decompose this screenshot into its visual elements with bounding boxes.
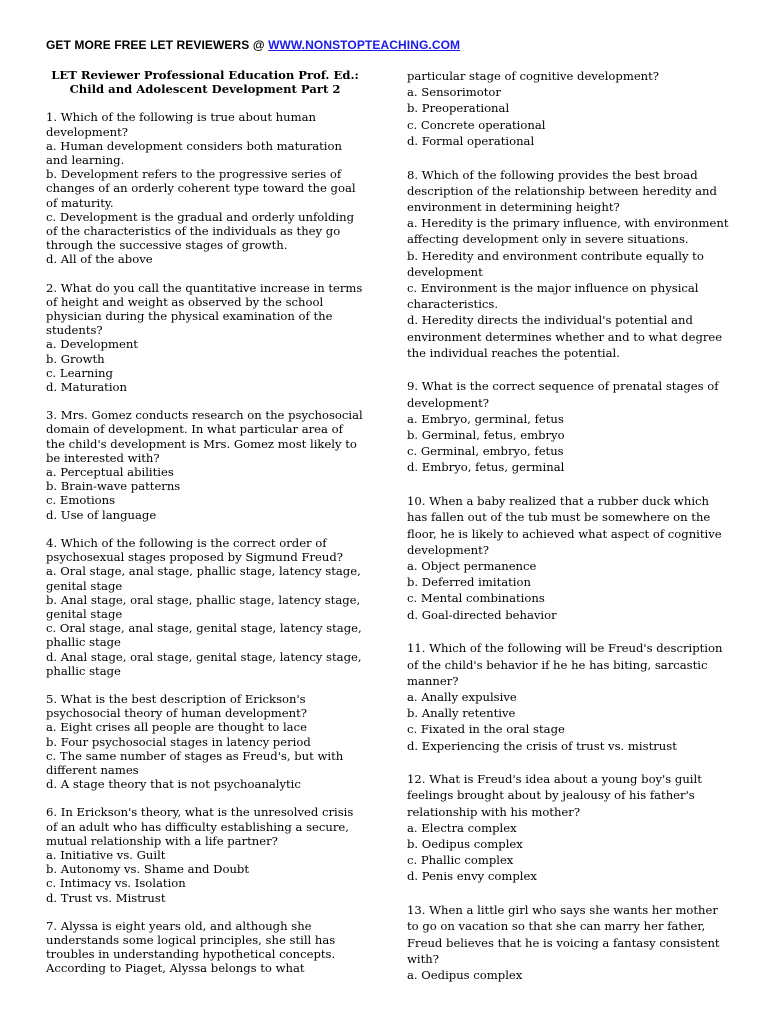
option-a: a. Sensorimotor [407,85,501,100]
left-column [46,68,364,990]
option-c: c. Fixated in the oral stage [407,722,565,737]
question-9 [407,378,729,475]
option-c: c. Oral stage, anal stage, genital stage, latency stage, phallic stage [46,621,362,650]
question-3 [46,408,364,522]
option-c: c. The same number of stages as Freud's, but with different names [46,748,344,777]
option-a: a. Development [46,337,138,352]
option-a: a. Human development considers both maturation and learning. [46,138,342,168]
question-text: 2. What do you call the quantitative increase in terms of height and weight as observed by the school physician during the physical examination of the students? [46,280,363,338]
option-a: a. Perceptual abilities [46,465,174,480]
question-1 [46,110,364,266]
question-11 [407,640,729,753]
option-a: a. Anally expulsive [407,689,517,704]
question-7-continued [407,68,729,149]
option-b: b. Four psychosocial stages in latency period [46,734,311,749]
question-10 [407,493,729,623]
option-b: b. Germinal, fetus, embryo [407,428,565,443]
option-b: b. Development refers to the progressive series of changes of an orderly coherent type toward the goal of maturity. [46,167,356,210]
right-column [407,68,729,1001]
option-d: d. Embryo, fetus, germinal [407,460,565,475]
option-a: a. Electra complex [407,820,517,835]
option-c: c. Concrete operational [407,117,546,132]
option-a: a. Object permanence [407,558,537,573]
question-4 [46,536,364,678]
option-b: b. Anal stage, oral stage, phallic stage, latency stage, genital stage [46,592,361,621]
option-b: b. Heredity and environment contribute equally to development [407,248,704,279]
option-c: c. Learning [46,365,113,380]
option-d: d. Experiencing the crisis of trust vs. mistrust [407,738,677,753]
question-text: 5. What is the best description of Erickson's psychosocial theory of human development? [46,691,307,721]
option-b: b. Deferred imitation [407,575,531,590]
option-b: b. Oedipus complex [407,837,523,852]
option-c: c. Intimacy vs. Isolation [46,876,186,891]
option-d: d. Trust vs. Mistrust [46,890,166,905]
option-a: a. Embryo, germinal, fetus [407,411,564,426]
question-6 [46,805,364,904]
question-13 [407,902,729,983]
option-a: a. Initiative vs. Guilt [46,847,166,862]
option-b: b. Brain-wave patterns [46,479,181,494]
option-d: d. Penis envy complex [407,869,537,884]
question-text: 1. Which of the following is true about human development? [46,110,316,139]
option-d: d. Goal-directed behavior [407,607,557,622]
option-b: b. Preoperational [407,101,510,116]
option-a: a. Oedipus complex [407,967,523,982]
page-header [46,38,460,52]
question-text: 9. What is the correct sequence of prenatal stages of development? [407,379,719,410]
option-d: d. Use of language [46,507,157,522]
option-c: c. Mental combinations [407,591,545,606]
question-text: 11. Which of the following will be Freud's description of the child's behavior if he he has biting, sarcastic manner? [407,641,723,688]
title-line-2: Child and Adolescent Development Part 2 [69,82,341,97]
question-text: 12. What is Freud's idea about a young boy's guilt feelings brought about by jealousy of his father's relationship with his mother? [407,772,702,819]
option-d: d. Anal stage, oral stage, genital stage, latency stage, phallic stage [46,649,362,678]
option-b: b. Autonomy vs. Shame and Doubt [46,862,249,877]
question-12 [407,771,729,884]
question-8 [407,167,729,361]
header-prefix: GET MORE FREE LET REVIEWERS @ [46,38,269,52]
option-b: b. Growth [46,351,105,366]
question-text: 8. Which of the following provides the best broad description of the relationship between heredity and environment in determining height? [407,167,717,214]
option-a: a. Oral stage, anal stage, phallic stage, latency stage, genital stage [46,564,361,593]
option-d: d. Formal operational [407,133,535,148]
title-line-1: LET Reviewer Professional Education Prof. Ed.: [51,68,359,82]
option-c: c. Development is the gradual and orderly unfolding of the characteristics of the individuals as they go through the successive stages of growth. [46,209,354,253]
question-text: 6. In Erickson's theory, what is the unresolved crisis of an adult who has difficulty establishing a secure, mutual relationship with a life partner? [46,805,354,848]
option-c: c. Emotions [46,493,116,508]
website-link[interactable]: WWW.NONSTOPTEACHING.COM [268,38,461,52]
question-text: 4. Which of the following is the correct order of psychosexual stages proposed by Sigmund Freud? [46,535,343,565]
document-title [46,68,364,96]
option-b: b. Anally retentive [407,706,516,721]
option-d: d. Maturation [46,380,127,395]
option-c: c. Phallic complex [407,853,514,868]
question-text: 13. When a little girl who says she wants her mother to go on vacation so that she can marry her father, Freud believes that he is voicing a fantasy consistent with? [407,903,720,966]
option-c: c. Environment is the major influence on physical characteristics. [407,280,699,312]
option-d: d. Heredity directs the individual's potential and environment determines whether and to what degree the individual reaches the potential. [407,313,723,360]
question-7-start [46,919,364,976]
question-text-continued: particular stage of cognitive development? [407,69,660,83]
question-text: 7. Alyssa is eight years old, and although she understands some logical principles, she still has troubles in understanding hypothetical concepts. According to Piaget, Alyssa belongs to what [46,918,336,976]
question-2 [46,281,364,395]
question-text: 10. When a baby realized that a rubber duck which has fallen out of the tub must be somewhere on the floor, he is likely to achieved what aspect of cognitive development? [407,494,722,557]
question-text: 3. Mrs. Gomez conducts research on the psychosocial domain of development. In what particular area of the child's development is Mrs. Gomez most likely to be interested with? [46,408,363,465]
option-c: c. Germinal, embryo, fetus [407,444,564,459]
option-d: d. All of the above [46,252,153,267]
option-a: a. Eight crises all people are thought to lace [46,720,307,735]
option-d: d. A stage theory that is not psychoanalytic [46,777,301,792]
question-5 [46,692,364,791]
option-a: a. Heredity is the primary influence, with environment affecting development only in severe situations. [407,216,729,247]
